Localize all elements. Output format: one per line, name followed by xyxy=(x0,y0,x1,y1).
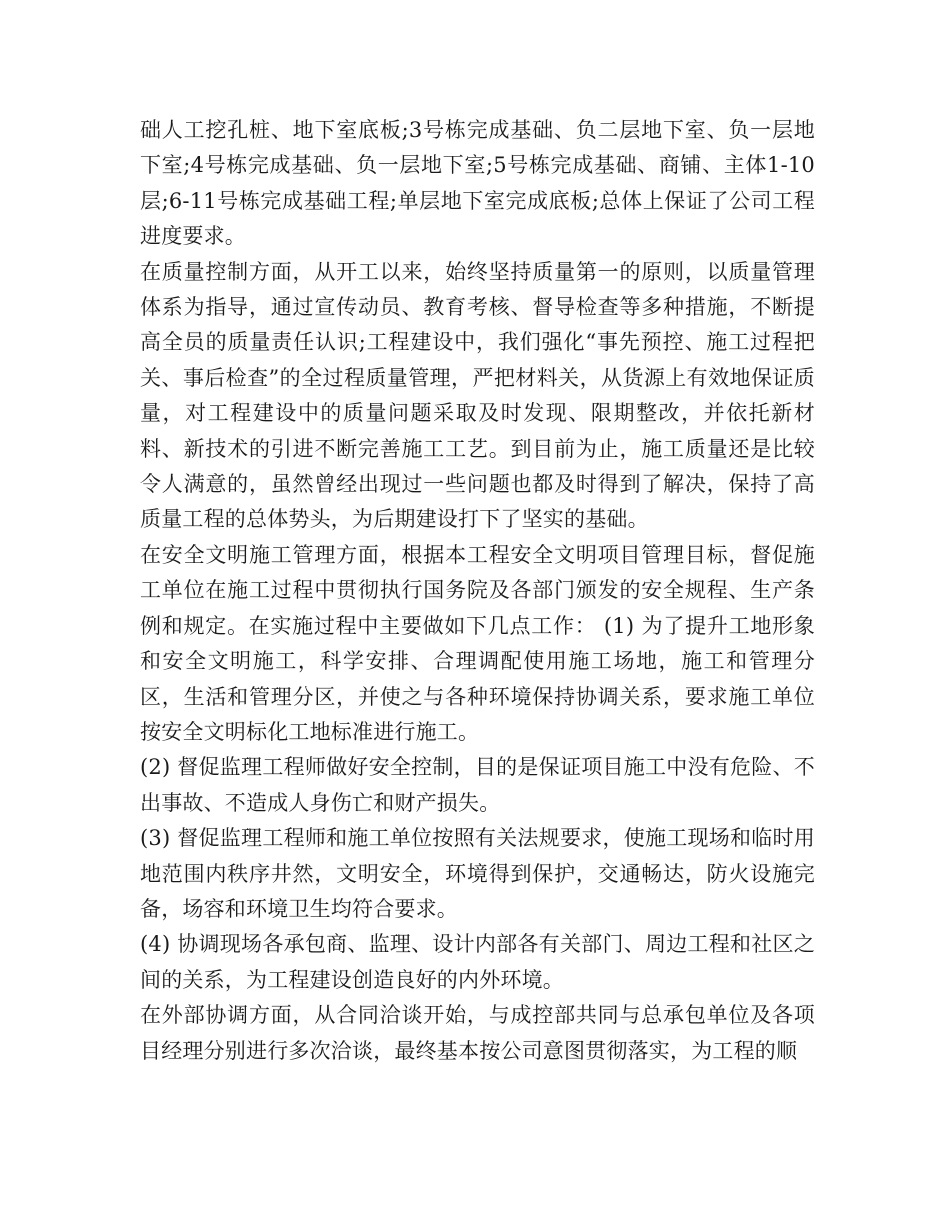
paragraph-quality-control: 在质量控制方面，从开工以来，始终坚持质量第一的原则，以质量管理体系为指导，通过宣传动员、教育考核、督导检查等多种措施，不断提高全员的质量责任认识;工程建设中，我们强化“事先预控、施工过程把关、事后检查”的全过程质量管理，严把材料关，从货源上有效地保证质量，对工程建设中的质量问题采取及时发现、限期整改，并依托新材料、新技术的引进不断完善施工工艺。到目前为止，施工质量还是比较令人满意的，虽然曾经出现过一些问题也都及时得到了解决，保持了高质量工程的总体势头，为后期建设打下了坚实的基础。 xyxy=(140,259,815,532)
paragraph-safety-management: 在安全文明施工管理方面，根据本工程安全文明项目管理目标，督促施工单位在施工过程中贯彻执行国务院及各部门颁发的安全规程、生产条例和规定。在实施过程中主要做如下几点工作： (1) 为了提升工地形象和安全文明施工，科学安排、合理调配使用施工场地，施工和管理分区，生活和管理分区，并使之与各种环境保持协调关系，要求施工单位按安全文明标化工地标准进行施工。 xyxy=(140,542,815,744)
paragraph-safety-item-3: (3) 督促监理工程师和施工单位按照有关法规要求，使施工现场和临时用地范围内秩序井然，文明安全，环境得到保护，交通畅达，防火设施完备，场容和环境卫生均符合要求。 xyxy=(140,826,815,921)
paragraph-safety-item-4: (4) 协调现场各承包商、监理、设计内部各有关部门、周边工程和社区之间的关系，为工程建设创造良好的内外环境。 xyxy=(140,932,815,992)
paragraph-safety-item-2: (2) 督促监理工程师做好安全控制，目的是保证项目施工中没有危险、不出事故、不造成人身伤亡和财产损失。 xyxy=(140,755,815,815)
paragraph-external-coordination: 在外部协调方面，从合同洽谈开始，与成控部共同与总承包单位及各项目经理分别进行多次洽谈，最终基本按公司意图贯彻落实，为工程的顺 xyxy=(140,1003,815,1063)
paragraph-progress: 础人工挖孔桩、地下室底板;3号栋完成基础、负二层地下室、负一层地下室;4号栋完成基础、负一层地下室;5号栋完成基础、商铺、主体1-10层;6-11号栋完成基础工程;单层地下室完成底板;总体上保证了公司工程进度要求。 xyxy=(140,118,815,249)
document-body xyxy=(140,113,815,1069)
